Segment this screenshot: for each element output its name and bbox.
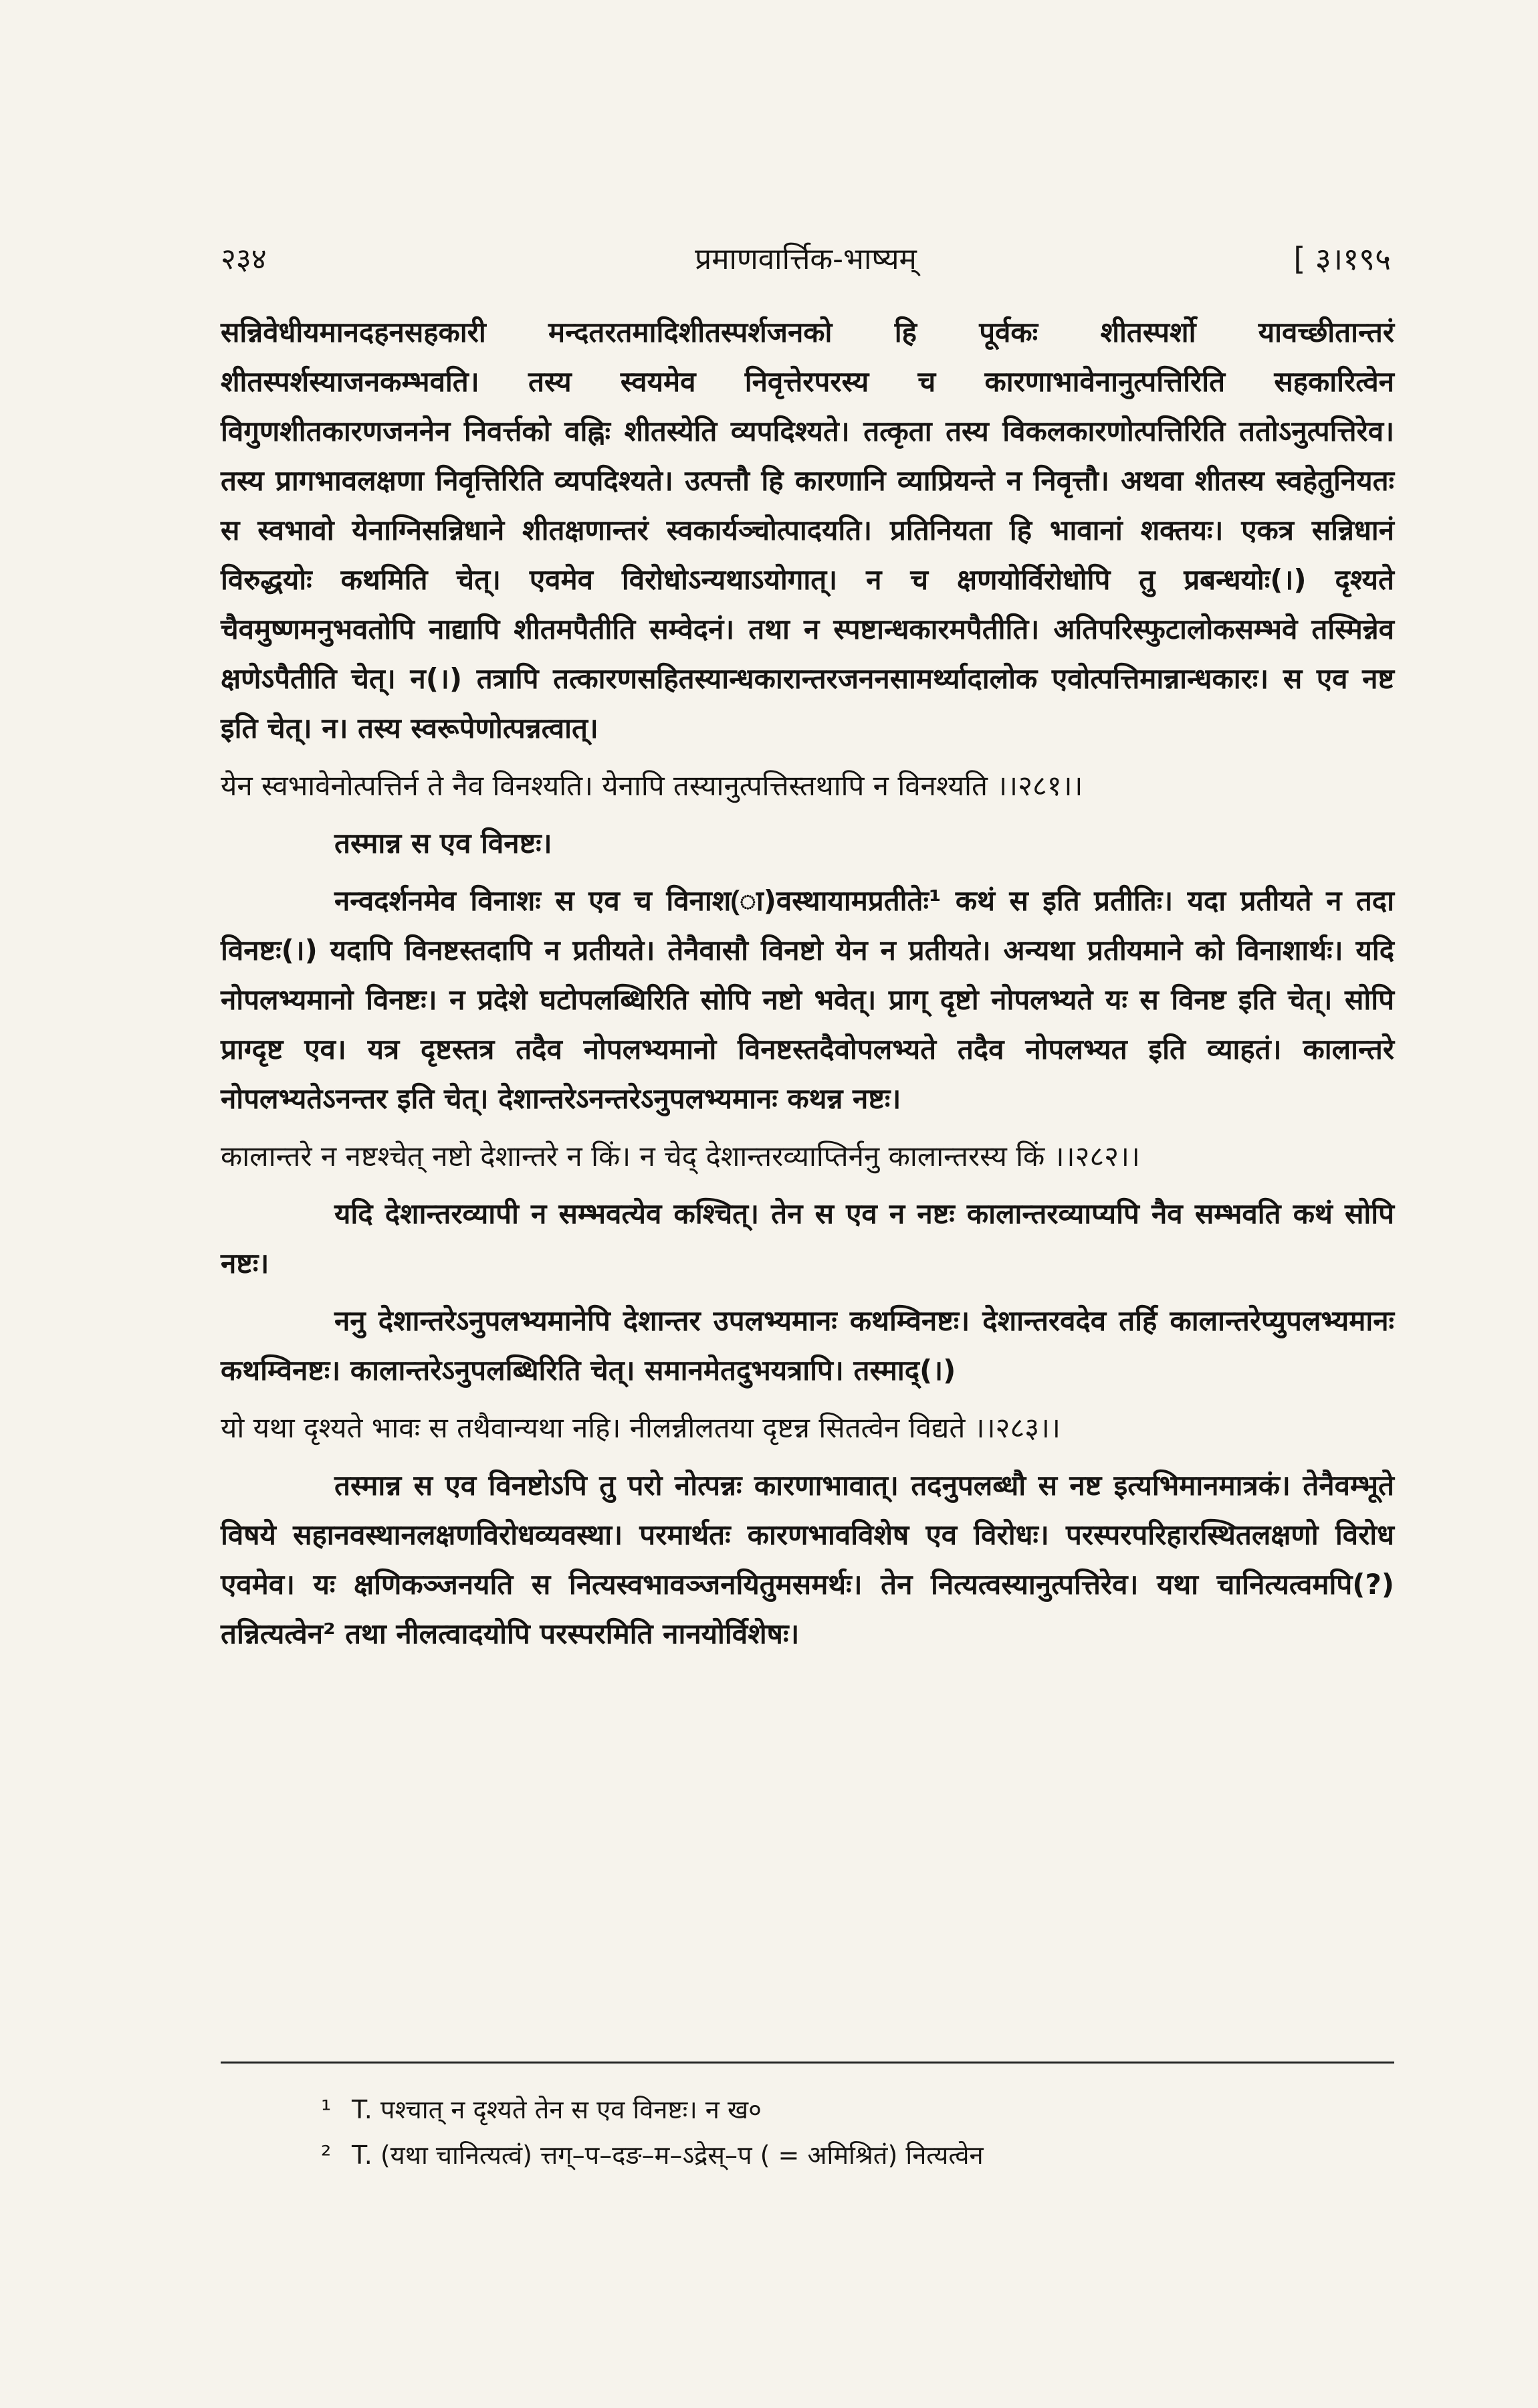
verse-283: यो यथा दृश्यते भावः स तथैवान्यथा नहि। नीलन्नीलतया दृष्टन्न सितत्वेन विद्यते ।।२८३।। bbox=[221, 1411, 1061, 1444]
verse-282: कालान्तरे न नष्टश्चेत् नष्टो देशान्तरे न किं। न चेद् देशान्तरव्याप्तिर्ननु कालान्तरस्य किं ।।२८२।। bbox=[221, 1140, 1140, 1173]
footnote-mark: ¹ bbox=[321, 2095, 332, 2124]
verse-281: येन स्वभावेनोत्पत्तिर्न ते नैव विनश्यति। येनापि तस्यानुत्पत्तिस्तथापि न विनश्यति ।।२८१।। bbox=[221, 769, 1083, 802]
main-text bbox=[221, 308, 1394, 1667]
commentary-paragraph: यदि देशान्तरव्यापी न सम्भवत्येव कश्चित्। तेन स एव न नष्टः कालान्तरव्याप्यपि नैव सम्भवति कथं सोपि नष्टः। bbox=[221, 1197, 1394, 1280]
commentary-paragraph: तस्मान्न स एव विनष्टोऽपि तु परो नोत्पन्नः कारणाभावात्। तदनुपलब्धौ स नष्ट इत्यभिमानमात्रकं। तेनैवम्भूते विषये सहानवस्थानलक्षणविरोधव्यवस्था। परमार्थतः कारणभावविशेष एव विरोधः। परस्परपरिहारस्थितलक्षणो विरोध एवमेव। यः क्षणिकञ्जनयति स नित्यस्वभावञ्जनयितुमसमर्थः। तेन नित्यत्वस्यानुत्पत्तिरेव। यथा चानित्यत्वमपि(?) तन्नित्यत्वेन² तथा नीलत्वादयोपि परस्परमिति नानयोर्विशेषः। bbox=[221, 1469, 1394, 1650]
footnote bbox=[321, 2087, 1391, 2132]
section-reference: [ ३।१९५ bbox=[1293, 241, 1391, 277]
footnote-text: T. (यथा चानित्यत्वं) त्तग्–प–दङ–म–ऽद्रेस्–प ( = अमिश्रितं) नित्यत्वेन bbox=[352, 2140, 984, 2170]
commentary-paragraph: तस्मान्न स एव विनष्टः। bbox=[334, 827, 552, 860]
page-number: २३४ bbox=[221, 242, 267, 276]
page-header bbox=[221, 237, 1391, 284]
commentary-paragraph: ननु देशान्तरेऽनुपलभ्यमानेपि देशान्तर उपलभ्यमानः कथम्विनष्टः। देशान्तरवदेव तर्हि कालान्तरेप्युपलभ्यमानः कथम्विनष्टः। कालान्तरेऽनुपलब्धिरिति चेत्। समानमेतदुभयत्रापि। तस्माद्(।) bbox=[221, 1304, 1394, 1387]
footnote-divider bbox=[221, 2062, 1394, 2064]
footnote bbox=[321, 2132, 1391, 2178]
footnotes bbox=[321, 2087, 1391, 2178]
commentary-paragraph: नन्वदर्शनमेव विनाशः स एव च विनाश(ा)वस्थायामप्रतीतेः¹ कथं स इति प्रतीतिः। यदा प्रतीयते न तदा विनष्टः(।) यदापि विनष्टस्तदापि न प्रतीयते। तेनैवासौ विनष्टो येन न प्रतीयते। अन्यथा प्रतीयमाने को विनाशार्थः। यदि नोपलभ्यमानो विनष्टः। न प्रदेशे घटोपलब्धिरिति सोपि नष्टो भवेत्। प्राग् दृष्टो नोपलभ्यते यः स विनष्ट इति चेत्। सोपि प्राग्दृष्ट एव। यत्र दृष्टस्तत्र तदैव नोपलभ्यमानो विनष्टस्तदैवोपलभ्यते तदैव नोपलभ्यत इति व्याहतं। कालान्तरे नोपलभ्यतेऽनन्तर इति चेत्। देशान्तरेऽनन्तरेऽनुपलभ्यमानः कथन्न नष्टः। bbox=[221, 884, 1394, 1115]
commentary-paragraph: सन्निवेधीयमानदहनसहकारी मन्दतरतमादिशीतस्पर्शजनको हि पूर्वकः शीतस्पर्शो यावच्छीतान्तरं शीतस्पर्शस्याजनकम्भवति। तस्य स्वयमेव निवृत्तेरपरस्य च कारणाभावेनानुत्पत्तिरिति सहकारित्वेन विगुणशीतकारणजननेन निवर्त्तको वह्निः शीतस्येति व्यपदिश्यते। तत्कृता तस्य विकलकारणोत्पत्तिरिति ततोऽनुत्पत्तिरेव। तस्य प्रागभावलक्षणा निवृत्तिरिति व्यपदिश्यते। उत्पत्तौ हि कारणानि व्याप्रियन्ते न निवृत्तौ। अथवा शीतस्य स्वहेतुनियतः स स्वभावो येनाग्निसन्निधाने शीतक्षणान्तरं स्वकार्यञ्चोत्पादयति। प्रतिनियता हि भावानां शक्तयः। एकत्र सन्निधानं विरुद्धयोः कथमिति चेत्। एवमेव विरोधोऽन्यथाऽयोगात्। न च क्षणयोर्विरोधोपि तु प्रबन्धयोः(।) दृश्यते चैवमुष्णमनुभवतोपि नाद्यापि शीतमपैतीति सम्वेदनं। तथा न स्पष्टान्धकारमपैतीति। अतिपरिस्फुटालोकसम्भवे तस्मिन्नेव क्षणेऽपैतीति चेत्। न(।) तत्रापि तत्कारणसहितस्यान्धकारान्तरजननसामर्थ्यादालोक एवोत्पत्तिमान्नान्धकारः। स एव नष्ट इति चेत्। न। तस्य स्वरूपेणोत्पन्नत्वात्। bbox=[221, 316, 1395, 744]
running-title: प्रमाणवार्त्तिक-भाष्यम् bbox=[695, 242, 917, 276]
footnote-text: T. पश्चात् न दृश्यते तेन स एव विनष्टः। न ख० bbox=[352, 2095, 762, 2124]
footnote-mark: ² bbox=[321, 2140, 332, 2170]
